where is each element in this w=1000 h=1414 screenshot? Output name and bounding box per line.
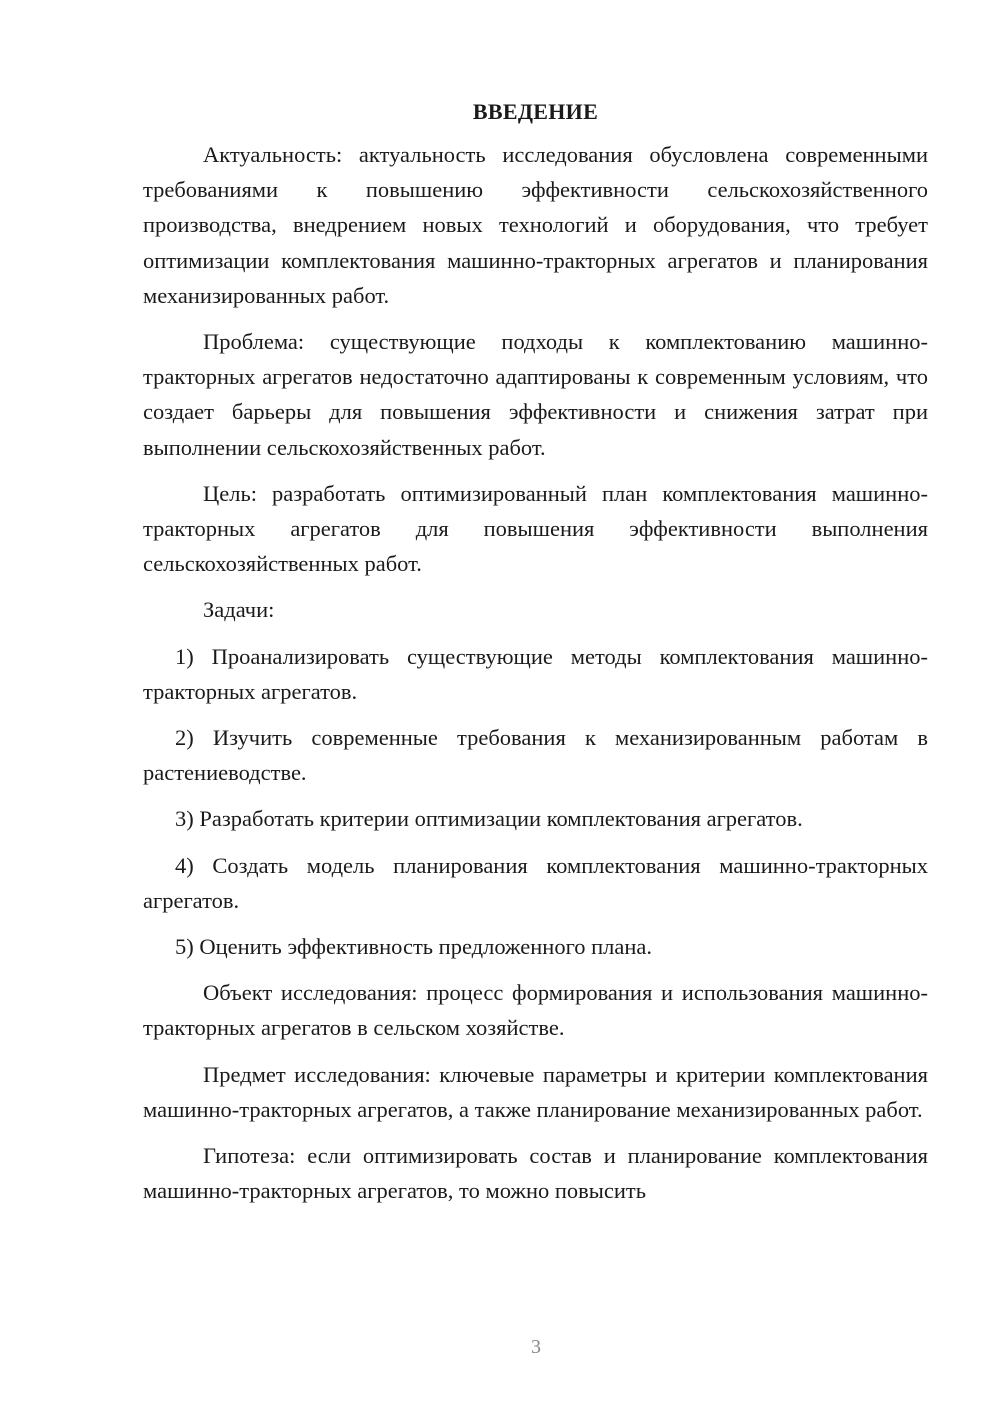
section-heading: ВВЕДЕНИЕ — [472, 99, 599, 124]
subject-paragraph: Предмет исследования: ключевые параметры и критерии комплектования машинно-тракторных агрегатов, а также планирование механизированных работ. — [143, 1061, 928, 1122]
problem-paragraph: Проблема: существующие подходы к комплектованию машинно-тракторных агрегатов недостаточно адаптированы к современным условиям, что создает барьеры для повышения эффективности и снижения затрат при выполнении сельскохозяйственных работ. — [143, 329, 928, 460]
page-number: 3 — [531, 1336, 541, 1358]
tasks-label: Задачи: — [203, 597, 275, 623]
task-item-2: 2) Изучить современные требования к механизированным работам в растениеводстве. — [143, 725, 928, 786]
task-item-4: 4) Создать модель планирования комплектования машинно-тракторных агрегатов. — [143, 852, 928, 913]
relevance-paragraph: Актуальность: актуальность исследования обусловлена современными требованиями к повышению эффективности сельскохозяйственного производства, внедрением новых технологий и оборудования, что требует оптимизации комплектования машинно-тракторных агрегатов и планирования механизированных работ. — [143, 142, 928, 308]
page-content — [143, 95, 928, 1219]
goal-paragraph: Цель: разработать оптимизированный план комплектования машинно-тракторных агрегатов для повышения эффективности выполнения сельскохозяйственных работ. — [143, 480, 928, 577]
task-item-3: 3) Разработать критерии оптимизации комплектования агрегатов. — [175, 806, 803, 832]
task-item-5: 5) Оценить эффективность предложенного плана. — [175, 934, 653, 960]
hypothesis-paragraph: Гипотеза: если оптимизировать состав и планирование комплектования машинно-тракторных агрегатов, то можно повысить — [143, 1143, 928, 1204]
object-paragraph: Объект исследования: процесс формирования и использования машинно-тракторных агрегатов в сельском хозяйстве. — [143, 980, 928, 1041]
task-item-1: 1) Проанализировать существующие методы комплектования машинно-тракторных агрегатов. — [143, 643, 928, 704]
